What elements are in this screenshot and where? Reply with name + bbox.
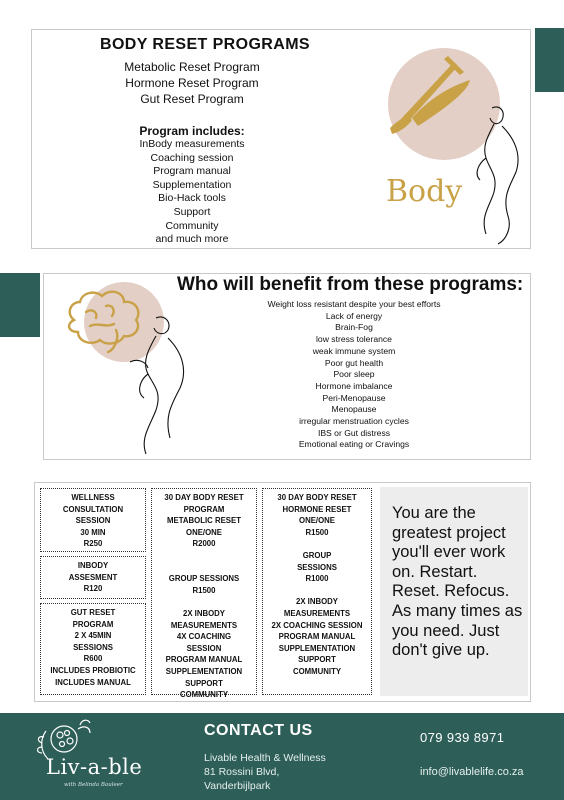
benefit-item: low stress tolerance [316,334,392,345]
price-line: COMMUNITY [179,690,229,700]
includes-title: Program includes: [139,124,245,138]
benefit-item: Weight loss resistant despite your best efforts [267,299,441,309]
benefits-title: Who will benefit from these programs: [177,274,524,295]
address-block [204,752,326,793]
price-line: R1500 [192,585,216,595]
price-line: CONSULTATION [62,504,124,514]
includes-item: Community [165,219,219,232]
includes-item: Program manual [153,165,231,178]
motivational-quote: You are the greatest project you'll ever work on. Restart. Reset. Refocus. As many times as you need. Just don't give up. [380,487,528,696]
price-line: HORMONE RESET [282,504,352,514]
includes-item: InBody measurements [139,138,245,150]
spacer [152,596,256,608]
price-line: GUT RESET [70,608,116,617]
price-line: INBODY [77,561,109,570]
benefit-item: Poor gut health [324,357,384,368]
decorative-teal-tab-left [0,273,40,337]
price-line: ONE/ONE [186,527,222,537]
includes-item: and much more [155,233,229,246]
price-line: PROGRAM [72,619,114,629]
price-line: 30 DAY BODY RESET [277,493,357,502]
price-line: PROGRAM MANUAL [165,655,243,665]
includes-item: Support [173,205,211,218]
program-item: Metabolic Reset Program [124,60,260,74]
wellness-consultation-box [40,488,146,552]
spacer [263,538,371,550]
benefit-item: Menopause [331,404,377,415]
program-item: Gut Reset Program [140,92,244,106]
benefit-item: IBS or Gut distress [317,427,391,438]
spacer [263,585,371,597]
price-line: SUPPORT [185,678,223,688]
price-line: SESSIONS [73,642,113,652]
includes-item: Coaching session [150,151,234,164]
email-link[interactable]: info@livablelife.co.za [420,766,524,778]
benefit-item: irregular menstruation cycles [299,416,409,427]
price-line: 30 DAY BODY RESET [164,493,244,502]
price-line: PROGRAM MANUAL [278,632,356,642]
includes-item: Bio-Hack tools [158,192,226,205]
body-word: Body [386,174,463,209]
price-line: GROUP SESSIONS [168,574,240,584]
price-line: SESSION [75,516,111,526]
programs-panel [31,29,531,249]
address-line: Livable Health & Wellness [204,752,326,764]
logo-wordmark: Liv-a-ble [46,755,143,779]
address-line: Vanderbijlpark [204,779,271,792]
price-line: R1000 [305,574,329,584]
benefit-item: Hormone imbalance [315,380,393,391]
spacer [152,562,256,574]
logo-tagline: with Belinda Bauleer [64,782,123,788]
includes-item: Supplementation [152,178,232,191]
benefits-panel [43,273,531,460]
spacer [152,550,256,562]
price-line: INCLUDES PROBIOTIC [50,665,136,675]
woman-illustration [56,278,206,456]
programs-title: BODY RESET PROGRAMS [100,36,310,53]
phone-number[interactable]: 079 939 8971 [420,730,505,745]
price-line: MEASUREMENTS [170,620,238,630]
pricing-panel [34,482,531,702]
price-line: SUPPLEMENTATION [165,666,243,676]
price-line: SUPPLEMENTATION [278,643,356,653]
leaf-wreath-icon [38,720,91,759]
benefit-item: Lack of energy [325,310,383,321]
price-line: METABOLIC RESET [167,516,241,526]
contact-title: CONTACT US [204,722,313,739]
price-line: COMMUNITY [292,666,342,676]
program-item: Hormone Reset Program [125,76,259,90]
price-line: SUPPORT [298,655,336,665]
address-line: 81 Rossini Blvd, [204,765,280,778]
price-line: R120 [83,584,103,594]
includes-list [72,138,312,247]
price-line: 2 X 45MIN [74,631,112,641]
decorative-teal-tab-right [535,28,564,92]
price-line: SESSIONS [297,562,337,572]
inbody-assessment-box [40,556,146,599]
price-line: ONE/ONE [299,516,335,526]
price-line: R1500 [305,527,329,537]
price-line: ASSESMENT [68,572,118,582]
benefit-item: Brain-Fog [335,322,373,333]
hormone-reset-box [262,488,372,695]
price-line: INCLUDES MANUAL [55,677,131,687]
price-line: GROUP [302,550,332,560]
program-list [72,59,312,107]
price-line: 4X COACHING [176,632,232,642]
benefit-item: Peri-Menopause [322,392,386,403]
benefit-item: Emotional eating or Cravings [298,439,410,450]
price-line: 30 MIN [80,527,106,537]
price-line: SESSION [186,643,222,653]
benefit-item: Poor sleep [333,369,375,380]
price-line: WELLNESS [71,493,115,502]
price-line: MEASUREMENTS [283,608,351,618]
price-line: PROGRAM [183,504,225,514]
price-line: R600 [83,654,103,664]
metabolic-reset-box [151,488,257,700]
contact-footer [0,713,564,800]
price-line: 2X INBODY [295,597,339,607]
price-line: R2000 [192,539,216,549]
benefits-list [224,299,484,451]
price-line: R250 [83,539,103,549]
price-line: 2X INBODY [182,608,226,618]
gut-reset-box [40,603,146,695]
body-illustration [382,46,530,246]
price-line: 2X COACHING SESSION [271,620,363,630]
benefit-item: weak immune system [312,345,396,356]
